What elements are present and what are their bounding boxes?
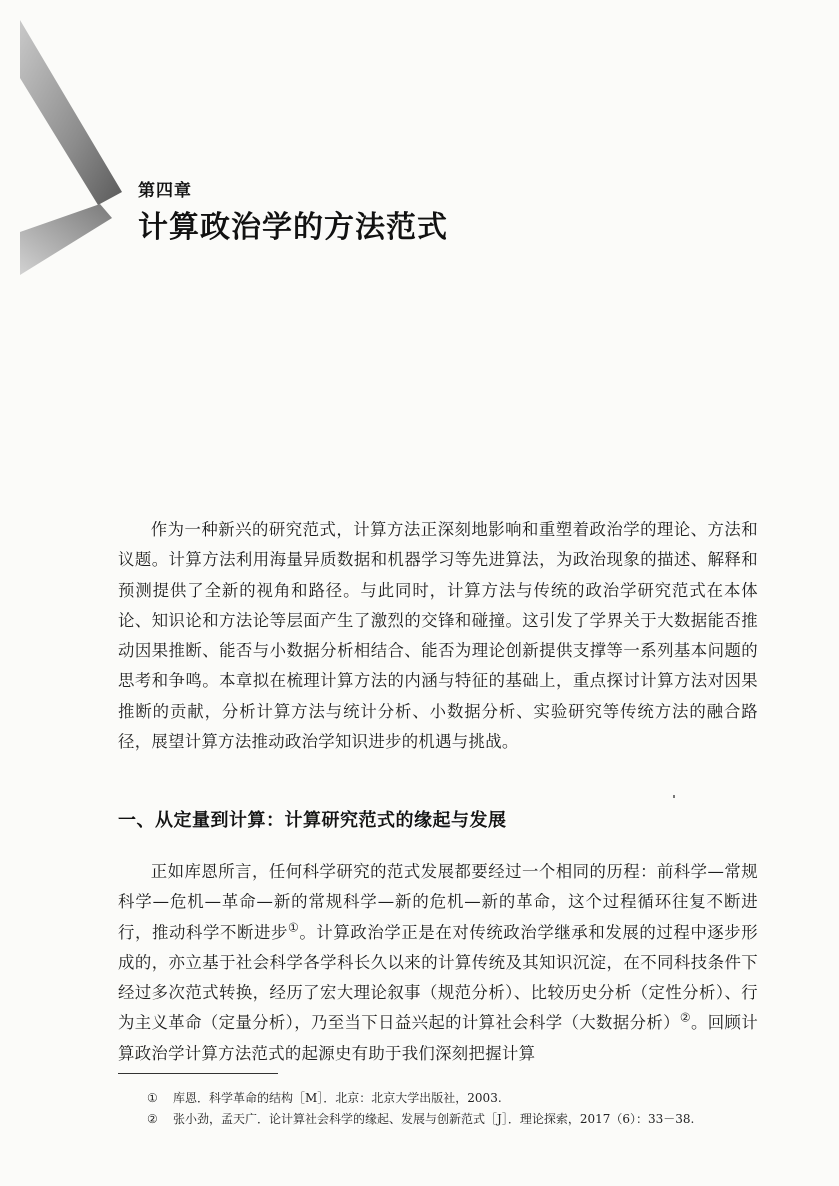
footnote-item [147,1088,787,1109]
chapter-ribbon-decoration [0,0,125,280]
body-paragraph-text [118,857,758,1069]
scan-speck [673,795,675,798]
chapter-number: 第四章 [138,181,192,201]
intro-paragraph [118,515,758,757]
footnote-number: ① [147,1091,158,1105]
footnotes [147,1088,787,1130]
footnote-text: 库恩．科学革命的结构［M］．北京：北京大学出版社，2003. [173,1091,502,1105]
chapter-title: 计算政治学的方法范式 [138,210,448,245]
body-paragraph [118,857,758,1069]
footnote-item [147,1109,787,1130]
footnote-marker-1: ① [287,920,300,935]
body-text-part-2: 。计算政治学正是在对传统政治学继承和发展的过程中逐步形成的，亦立基于社会科学各学科长久以来的计算传统及其知识沉淀，在不同科技条件下经过多次范式转换，经历了宏大理论叙事（规范分析）、比较历史分析（定性分析）、行为主义革命（定量分析），乃至当下日益兴起的计算社会科学（大数据分析） [118,922,758,1033]
footnote-marker-2: ② [679,1011,692,1026]
body-text-part-3: 。回顾计算政治学计算方法范式的起源史有助于我们深刻把握计算 [118,1013,759,1063]
footnote-text: 张小劲，孟天广．论计算社会科学的缘起、发展与创新范式［J］．理论探索，2017（6）：33－38. [173,1112,695,1126]
section-heading: 一、从定量到计算：计算研究范式的缘起与发展 [118,810,507,831]
footnote-divider [118,1073,278,1074]
body-text-part-1: 正如库恩所言，任何科学研究的范式发展都要经过一个相同的历程：前科学—常规科学—危机—革命—新的常规科学—新的危机—新的革命，这个过程循环往复不断进行，推动科学不断进步 [118,862,758,942]
intro-paragraph-text: 作为一种新兴的研究范式，计算方法正深刻地影响和重塑着政治学的理论、方法和议题。计算方法利用海量异质数据和机器学习等先进算法，为政治现象的描述、解释和预测提供了全新的视角和路径。与此同时，计算方法与传统的政治学研究范式在本体论、知识论和方法论等层面产生了激烈的交锋和碰撞。这引发了学界关于大数据能否推动因果推断、能否与小数据分析相结合、能否为理论创新提供支撑等一系列基本问题的思考和争鸣。本章拟在梳理计算方法的内涵与特征的基础上，重点探讨计算方法对因果推断的贡献，分析计算方法与统计分析、小数据分析、实验研究等传统方法的融合路径，展望计算方法推动政治学知识进步的机遇与挑战。 [118,520,758,752]
footnote-number: ② [147,1112,158,1126]
